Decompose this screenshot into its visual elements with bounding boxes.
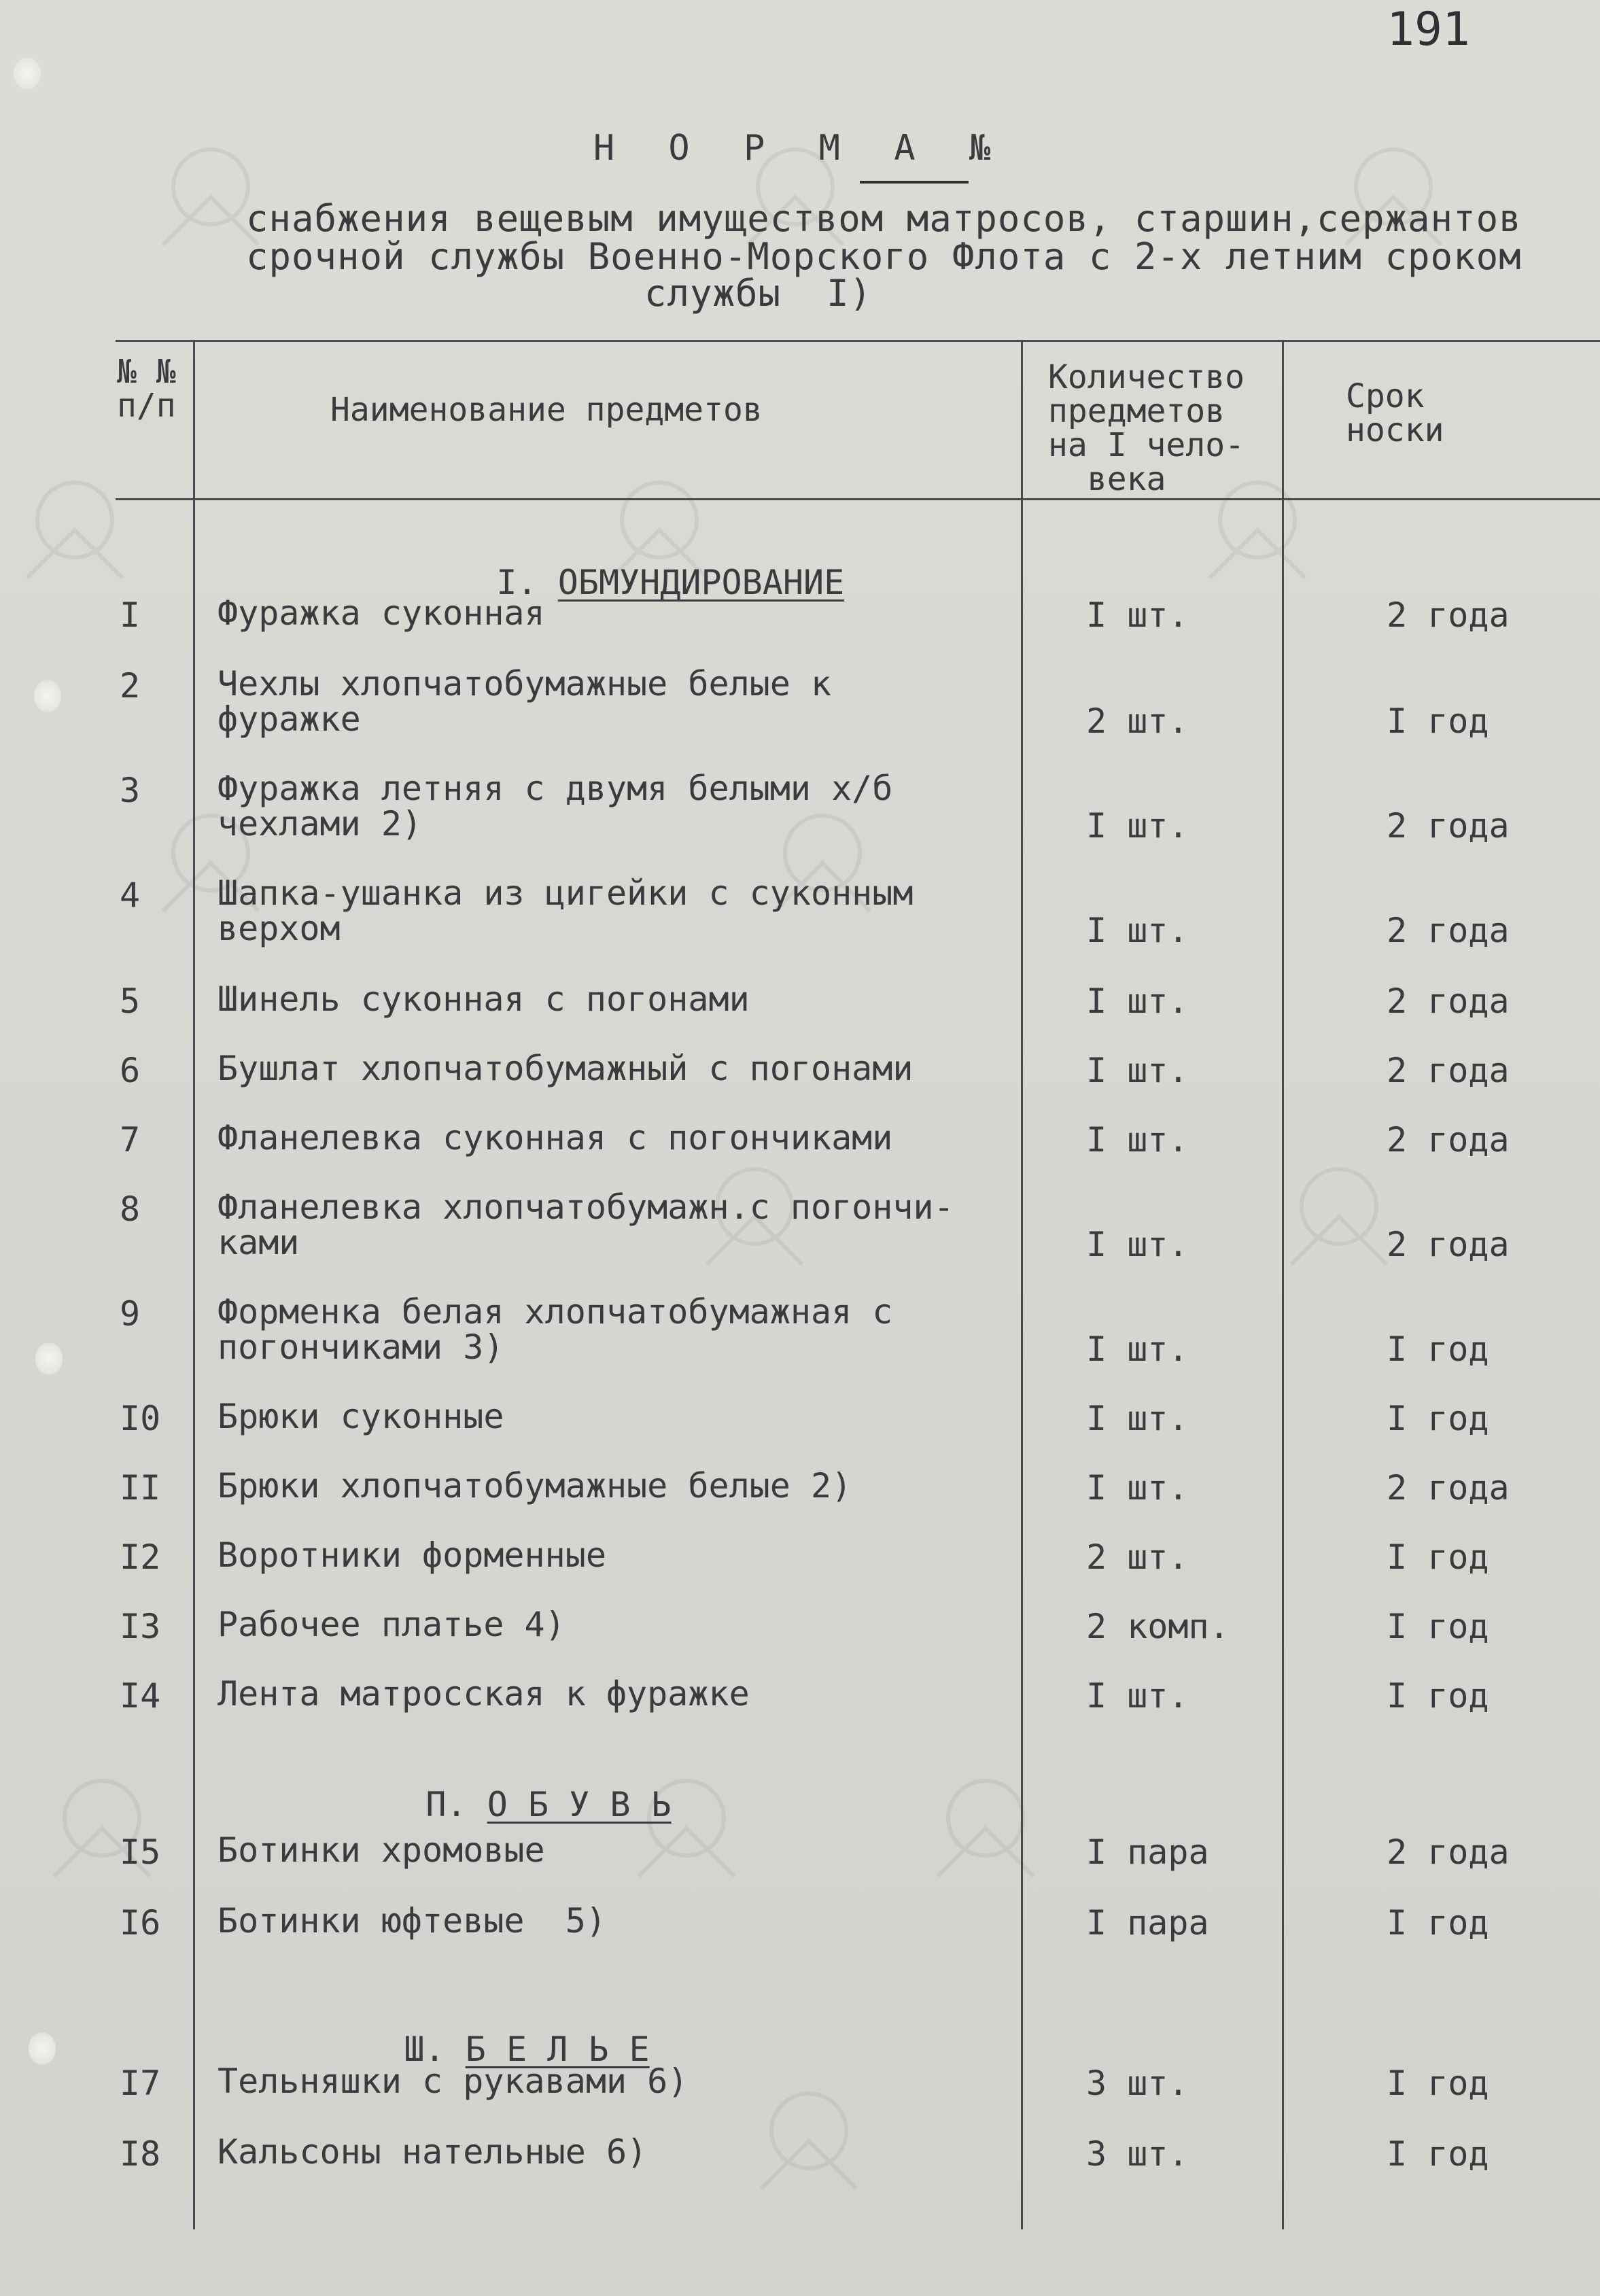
page-number: 191: [1387, 3, 1470, 56]
item-name: Брюки хлопчатобумажные белые 2): [218, 1466, 852, 1506]
item-name: Тельняшки с рукавами 6): [218, 2062, 689, 2101]
row-number: 9: [120, 1294, 141, 1334]
table-top-rule: [116, 340, 1600, 342]
header-term: Срок носки: [1346, 377, 1444, 449]
item-quantity: I шт.: [1086, 1676, 1189, 1716]
item-quantity: I шт.: [1086, 911, 1189, 950]
title-line-1: снабжения вещевым имуществом матросов, старшин,сержантов: [246, 197, 1522, 240]
watermark-emblem-icon: [14, 469, 136, 585]
item-quantity: 2 шт.: [1086, 1537, 1189, 1577]
punch-hole: [14, 57, 41, 90]
item-quantity: I пара: [1086, 1832, 1209, 1872]
item-term: 2 года: [1387, 1120, 1510, 1160]
row-number: I0: [120, 1399, 161, 1438]
column-divider: [1282, 340, 1284, 2229]
item-quantity: I шт.: [1086, 1329, 1189, 1369]
row-number: I4: [120, 1676, 161, 1716]
item-name: Воротники форменные: [218, 1535, 606, 1575]
item-term: I год: [1387, 1329, 1489, 1369]
item-name: Лента матросская к фуражке: [218, 1674, 750, 1714]
punch-hole: [35, 1342, 63, 1375]
norm-number-blank: [860, 181, 969, 184]
table-header-rule: [116, 498, 1600, 500]
item-name: Фуражка суконная: [218, 593, 545, 633]
item-name: Форменка белая хлопчатобумажная с погончиками 3): [218, 1292, 893, 1367]
item-name: Шинель суконная с погонами: [218, 979, 750, 1019]
item-name: Бушлат хлопчатобумажный с погонами: [218, 1049, 914, 1088]
item-name: Шапка-ушанка из цигейки с суконным верхом: [218, 873, 914, 948]
title-line-2: срочной службы Военно-Морского Флота с 2-х летним сроком: [246, 235, 1522, 278]
punch-hole: [29, 2032, 56, 2065]
row-number: 7: [120, 1120, 141, 1160]
row-number: 6: [120, 1051, 141, 1090]
item-quantity: I шт.: [1086, 1399, 1189, 1438]
section-prefix: I.: [496, 563, 558, 602]
item-name: Чехлы хлопчатобумажные белые к фуражке: [218, 664, 832, 739]
item-term: 2 года: [1387, 806, 1510, 846]
item-term: 2 года: [1387, 1051, 1510, 1090]
item-term: I год: [1387, 1399, 1489, 1438]
row-number: 8: [120, 1189, 141, 1229]
section-title: ОБМУНДИРОВАНИЕ: [557, 563, 845, 602]
row-number: I: [120, 595, 141, 635]
row-number: 2: [120, 666, 141, 706]
section-prefix: П.: [425, 1785, 487, 1824]
punch-hole: [34, 680, 61, 712]
item-quantity: I шт.: [1086, 806, 1189, 846]
item-term: 2 года: [1387, 981, 1510, 1021]
row-number: I2: [120, 1537, 161, 1577]
item-quantity: I шт.: [1086, 1468, 1189, 1508]
item-term: I год: [1387, 1903, 1489, 1943]
item-term: 2 года: [1387, 1225, 1510, 1264]
item-term: 2 года: [1387, 1832, 1510, 1872]
item-quantity: 3 шт.: [1086, 2064, 1189, 2103]
item-term: I год: [1387, 1537, 1489, 1577]
item-name: Ботинки юфтевые 5): [218, 1901, 606, 1941]
item-term: 2 года: [1387, 911, 1510, 950]
section-title: О Б У В Ь: [487, 1785, 672, 1824]
item-term: I год: [1387, 2064, 1489, 2103]
watermark-emblem-icon: [1278, 1155, 1400, 1271]
row-number: I5: [120, 1832, 161, 1872]
title-line-3: службы I): [644, 272, 873, 315]
item-quantity: I шт.: [1086, 1051, 1189, 1090]
header-name: Наименование предметов: [330, 391, 763, 429]
row-number: I3: [120, 1607, 161, 1646]
row-number: 5: [120, 981, 141, 1021]
item-name: Кальсоны нательные 6): [218, 2132, 648, 2172]
column-divider: [1021, 340, 1023, 2229]
row-number: 4: [120, 875, 141, 915]
item-name: Брюки суконные: [218, 1397, 504, 1436]
item-quantity: 3 шт.: [1086, 2134, 1189, 2174]
item-name: Фланелевка суконная с погончиками: [218, 1118, 893, 1158]
row-number: 3: [120, 771, 141, 810]
item-quantity: 2 шт.: [1086, 701, 1189, 741]
item-quantity: I шт.: [1086, 1120, 1189, 1160]
item-quantity: I пара: [1086, 1903, 1209, 1943]
row-number: I7: [120, 2064, 161, 2103]
document-heading: Н О Р М А №: [593, 128, 1007, 169]
section-prefix: Ш.: [404, 2030, 466, 2069]
header-qty: Количество предметов на I чело- века: [1048, 358, 1245, 498]
item-term: I год: [1387, 2134, 1489, 2174]
item-term: I год: [1387, 1676, 1489, 1716]
row-number: I8: [120, 2134, 161, 2174]
column-divider: [193, 340, 195, 2229]
item-name: Фланелевка хлопчатобумажн.с погончи- ками: [218, 1187, 954, 1262]
item-term: I год: [1387, 1607, 1489, 1646]
item-name: Ботинки хромовые: [218, 1830, 545, 1870]
item-quantity: I шт.: [1086, 1225, 1189, 1264]
section-title: Б Е Л Ь Е: [465, 2030, 650, 2069]
item-term: 2 года: [1387, 595, 1510, 635]
row-number: II: [120, 1468, 161, 1508]
item-term: I год: [1387, 701, 1489, 741]
item-quantity: I шт.: [1086, 595, 1189, 635]
header-num: № № п/п: [117, 353, 176, 425]
item-term: 2 года: [1387, 1468, 1510, 1508]
item-quantity: I шт.: [1086, 981, 1189, 1021]
row-number: I6: [120, 1903, 161, 1943]
item-name: Фуражка летняя с двумя белыми х/б чехлами 2): [218, 769, 893, 843]
item-quantity: 2 комп.: [1086, 1607, 1230, 1646]
item-name: Рабочее платье 4): [218, 1605, 566, 1644]
